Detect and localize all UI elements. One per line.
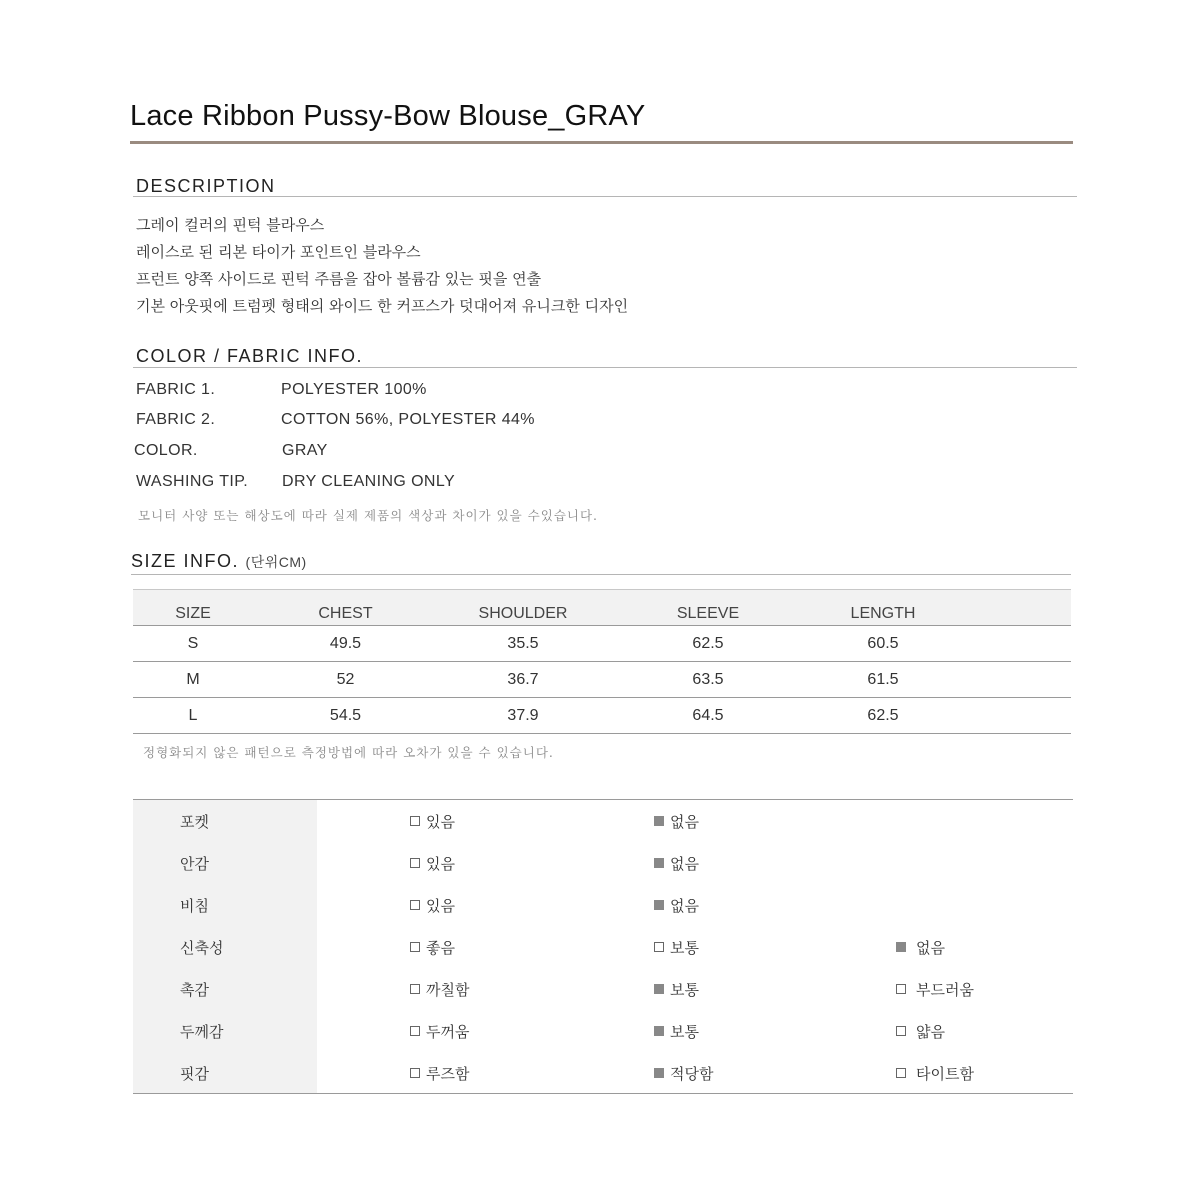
option [410, 842, 455, 884]
option-label: 보통 [670, 1022, 699, 1041]
option [654, 926, 699, 968]
option-label: 루즈함 [426, 1064, 470, 1083]
length-cell: 61.5 [867, 670, 899, 688]
option [410, 800, 455, 842]
length-cell: 60.5 [867, 634, 899, 652]
option-label: 타이트함 [916, 1064, 974, 1083]
checkbox-icon [410, 942, 420, 952]
option-label: 부드러움 [916, 980, 974, 999]
option [654, 1010, 699, 1052]
checkbox-icon [410, 984, 420, 994]
fabric-2-label: FABRIC 2. [136, 411, 216, 428]
checkbox-icon [654, 942, 664, 952]
washing-tip-value: DRY CLEANING ONLY [282, 473, 456, 490]
checkbox-checked-icon [654, 1026, 664, 1036]
size-table-header [133, 589, 1071, 626]
color-label: COLOR. [134, 442, 198, 459]
size-cell: S [187, 634, 199, 652]
chest-cell: 54.5 [329, 706, 362, 724]
option-label: 있음 [426, 854, 455, 873]
option [410, 926, 455, 968]
description-heading: DESCRIPTION [136, 176, 276, 196]
checkbox-checked-icon [654, 858, 664, 868]
property-row-texture [133, 968, 1073, 1010]
column-header: LENGTH [850, 604, 916, 622]
option-label: 두꺼움 [426, 1022, 470, 1041]
property-row-pocket [133, 800, 1073, 842]
fabric-divider [133, 367, 1077, 368]
option-label: 적당함 [670, 1064, 714, 1083]
product-title: Lace Ribbon Pussy-Bow Blouse_GRAY [130, 100, 646, 132]
option [410, 1010, 469, 1052]
property-label: 촉감 [180, 980, 209, 999]
checkbox-checked-icon [654, 900, 664, 910]
option [654, 884, 699, 926]
size-table [133, 589, 1071, 734]
description-line: 프런트 양쪽 사이드로 핀턱 주름을 잡아 볼륨감 있는 핏을 연출 [136, 270, 542, 288]
option-label: 보통 [670, 980, 699, 999]
color-value: GRAY [282, 442, 328, 459]
size-unit: (단위CM) [245, 554, 307, 570]
option-label: 있음 [426, 812, 455, 831]
property-row-stretch [133, 926, 1073, 968]
washing-tip-label: WASHING TIP. [136, 473, 249, 490]
option-label: 얇음 [916, 1022, 945, 1041]
option [410, 968, 469, 1010]
property-row-lining [133, 842, 1073, 884]
option-label: 보통 [670, 938, 699, 957]
option [410, 884, 455, 926]
length-cell: 62.5 [867, 706, 899, 724]
checkbox-icon [410, 900, 420, 910]
fabric-2-value: COTTON 56%, POLYESTER 44% [281, 411, 535, 428]
checkbox-checked-icon [654, 984, 664, 994]
property-row-thickness [133, 1010, 1073, 1052]
option [654, 800, 699, 842]
size-heading [131, 551, 307, 572]
checkbox-icon [896, 1026, 906, 1036]
fit-properties-table [133, 799, 1073, 1094]
description-line: 그레이 컬러의 핀턱 블라우스 [136, 216, 325, 234]
sleeve-cell: 62.5 [692, 634, 724, 652]
checkbox-checked-icon [654, 816, 664, 826]
shoulder-cell: 37.9 [507, 706, 539, 724]
option-label: 없음 [916, 938, 945, 957]
option [410, 1052, 469, 1094]
size-heading-text: SIZE INFO. [131, 551, 240, 571]
column-header: SLEEVE [676, 604, 740, 622]
option-label: 없음 [670, 812, 699, 831]
chest-cell: 49.5 [329, 634, 362, 652]
table-row [133, 698, 1071, 734]
color-disclaimer: 모니터 사양 또는 해상도에 따라 실제 제품의 색상과 차이가 있을 수있습니다. [138, 508, 599, 523]
fabric-heading: COLOR / FABRIC INFO. [136, 346, 364, 366]
option [896, 926, 945, 968]
table-row [133, 662, 1071, 698]
option [654, 1052, 713, 1094]
fabric-1-value: POLYESTER 100% [281, 381, 427, 398]
option-label: 있음 [426, 896, 455, 915]
title-divider [130, 141, 1073, 144]
checkbox-icon [410, 1068, 420, 1078]
shoulder-cell: 36.7 [507, 670, 539, 688]
option [896, 1010, 945, 1052]
option [896, 968, 974, 1010]
property-row-sheerness [133, 884, 1073, 926]
checkbox-icon [896, 984, 906, 994]
property-label: 핏감 [180, 1064, 209, 1083]
checkbox-icon [410, 1026, 420, 1036]
option-label: 없음 [670, 896, 699, 915]
measurement-disclaimer: 정형화되지 않은 패턴으로 측정방법에 따라 오차가 있을 수 있습니다. [143, 745, 554, 760]
sleeve-cell: 64.5 [692, 706, 724, 724]
size-cell: L [188, 706, 198, 724]
checkbox-icon [410, 858, 420, 868]
property-label: 비침 [180, 896, 209, 915]
checkbox-icon [896, 1068, 906, 1078]
option-label: 없음 [670, 854, 699, 873]
size-divider [131, 574, 1071, 575]
property-row-fit [133, 1052, 1073, 1094]
column-header: SHOULDER [478, 604, 568, 622]
option-label: 좋음 [426, 938, 455, 957]
option [896, 1052, 974, 1094]
chest-cell: 52 [336, 670, 355, 688]
fabric-1-label: FABRIC 1. [136, 381, 216, 398]
column-header: CHEST [318, 604, 373, 622]
size-cell: M [186, 670, 200, 688]
property-label: 안감 [180, 854, 209, 873]
checkbox-checked-icon [896, 942, 906, 952]
checkbox-checked-icon [654, 1068, 664, 1078]
sleeve-cell: 63.5 [692, 670, 724, 688]
table-row [133, 626, 1071, 662]
property-label: 포켓 [180, 812, 209, 831]
option [654, 842, 699, 884]
option-label: 까칠함 [426, 980, 470, 999]
description-line: 레이스로 된 리본 타이가 포인트인 블라우스 [136, 243, 421, 261]
checkbox-icon [410, 816, 420, 826]
shoulder-cell: 35.5 [507, 634, 539, 652]
property-label: 신축성 [180, 938, 224, 957]
option [654, 968, 699, 1010]
column-header: SIZE [175, 604, 211, 622]
description-line: 기본 아웃핏에 트럼펫 형태의 와이드 한 커프스가 덧대어져 유니크한 디자인 [136, 297, 629, 315]
description-divider [133, 196, 1077, 197]
property-label: 두께감 [180, 1022, 224, 1041]
